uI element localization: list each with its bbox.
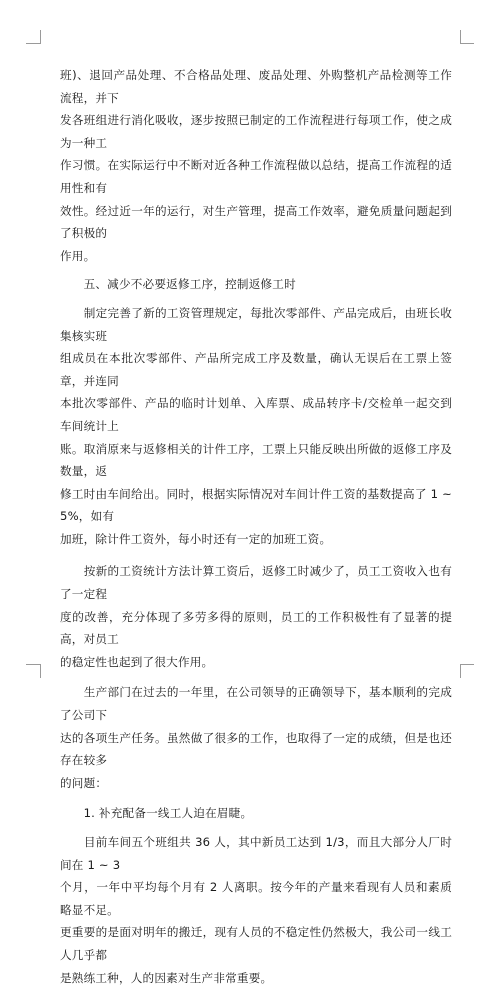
- paragraph-line: 加班，除计件工资外，每小时还有一定的加班工资。: [60, 531, 332, 546]
- crop-mark-top-left-horizontal: [26, 43, 40, 44]
- paragraph-line: 目前车间五个班组共 36 人，其中新员工达到 1/3，而且大部分人厂时间在 1 ~ 3: [60, 835, 452, 872]
- crop-mark-top-left-vertical: [40, 30, 41, 44]
- paragraph-line: 账。取消原来与返修相关的计件工序，工票上只能反映出所做的返修工序及数量，返: [60, 441, 452, 479]
- crop-mark-bottom-right-vertical: [460, 664, 461, 678]
- crop-mark-top-right-horizontal: [460, 43, 474, 44]
- paragraph-line: 的稳定性也起到了很大作用。: [60, 654, 214, 669]
- paragraph-line: 制定完善了新的工资管理规定，每批次零部件、产品完成后，由班长收集核实班: [60, 305, 452, 343]
- paragraph-line: 五、减少不必要返修工序，控制返修工时: [60, 277, 296, 292]
- paragraph-line: 本批次零部件、产品的临时计划单、入库票、成品转序卡/交检单一起交到车间统计上: [60, 396, 452, 433]
- paragraph-spacing: [60, 794, 452, 802]
- crop-mark-top-right-vertical: [460, 30, 461, 44]
- paragraph-spacing: [60, 673, 452, 681]
- paragraph-line: 班)、退回产品处理、不合格品处理、废品处理、外购整机产品检测等工作流程，并下: [60, 68, 452, 105]
- paragraph-line: 的问题：: [60, 775, 108, 790]
- paragraph-line: 作用。: [60, 248, 96, 263]
- paragraph-line: 是熟练工种，人的因素对生产非常重要。: [60, 970, 273, 985]
- paragraph-line: 组成员在本批次零部件、产品所完成工序及数量，确认无误后在工票上签章，并连同: [60, 351, 452, 388]
- paragraph-line: 发各班组进行消化吸收，逐步按照已制定的工作流程进行每项工作，使之成为一种工: [60, 113, 452, 150]
- paragraph-line: 效性。经过近一年的运行，对生产管理，提高工作效率，避免质量问题起到了积极的: [60, 203, 452, 241]
- paragraph-line: 更重要的是面对明年的搬迁，现有人员的不稳定性仍然极大，我公司一线工人几乎都: [60, 925, 452, 962]
- paragraph-line: 按新的工资统计方法计算工资后，返修工时减少了，员工工资收入也有了一定程: [60, 564, 452, 602]
- paragraph-line: 个月，一年中平均每个月有 2 人离职。按今年的产量来看现有人员和素质略显不足。: [60, 880, 452, 917]
- paragraph-spacing: [60, 550, 452, 560]
- crop-mark-bottom-left-horizontal: [26, 664, 40, 665]
- document-body: [60, 64, 452, 989]
- paragraph-line: 作习惯。在实际运行中不断对近各种工作流程做以总结，提高工作流程的适用性和有: [60, 158, 452, 195]
- paragraph-line: 1. 补充配备一线工人迫在眉睫。: [60, 806, 253, 821]
- paragraph-line: 生产部门在过去的一年里，在公司领导的正确领导下，基本顺利的完成了公司下: [60, 685, 452, 723]
- paragraph-line: 度的改善，充分体现了多劳多得的原则，员工的工作积极性有了显著的提高，对员工: [60, 609, 452, 647]
- crop-mark-bottom-left-vertical: [40, 664, 41, 678]
- paragraph-line: 达的各项生产任务。虽然做了很多的工作，也取得了一定的成绩，但是也还存在较多: [60, 730, 452, 768]
- crop-mark-bottom-right-horizontal: [460, 664, 474, 665]
- paragraph-line: 修工时由车间给出。同时，根据实际情况对车间计件工资的基数提高了 1 ~ 5%，如有: [60, 486, 452, 524]
